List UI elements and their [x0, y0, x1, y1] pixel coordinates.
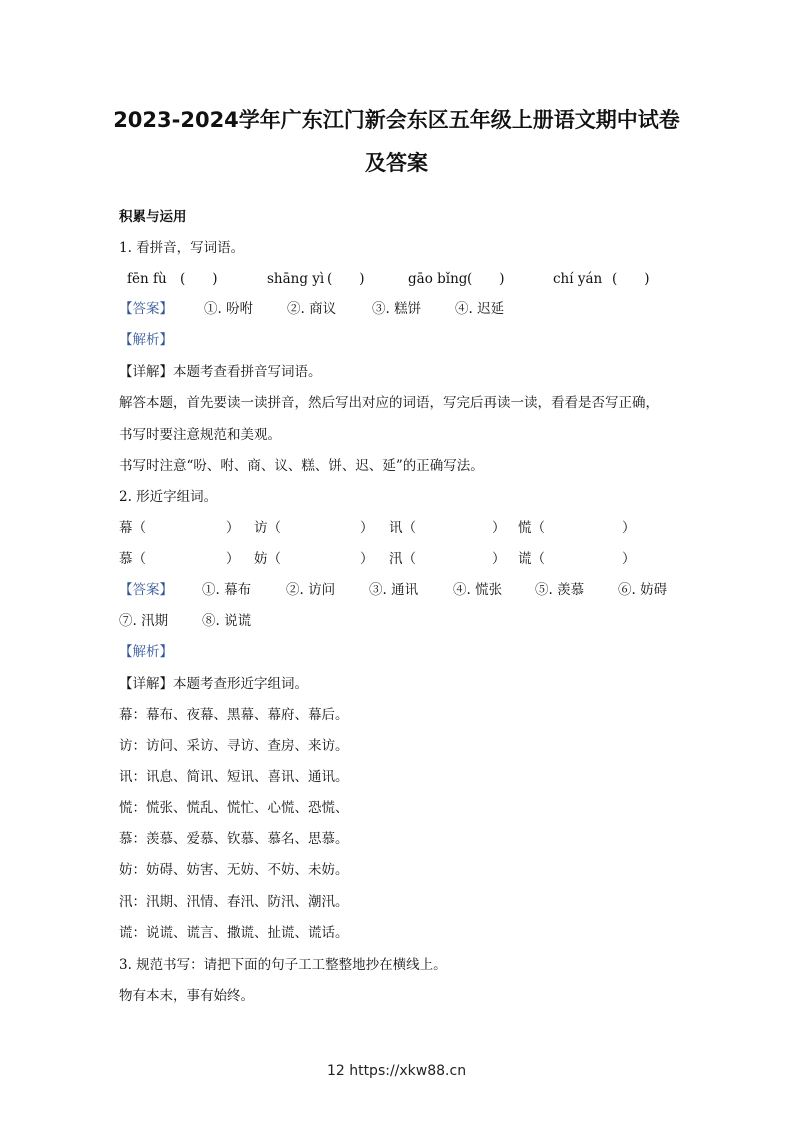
char-cell-close: ） — [492, 551, 506, 567]
word-group: 慕：羡慕、爱慕、钦慕、慕名、思慕。 — [119, 831, 349, 847]
pinyin-3: gāo bǐng — [408, 271, 468, 287]
explanation-line: 书写时注意“吩、咐、商、议、糕、饼、迟、延”的正确写法。 — [119, 458, 484, 474]
question-1-prompt: 1. 看拼音，写词语。 — [119, 240, 245, 256]
pinyin-1: fēn fù — [127, 271, 167, 287]
blank-3: ( ) — [467, 271, 505, 287]
char-cell: 慌（ — [518, 520, 545, 536]
question-2-prompt: 2. 形近字组词。 — [119, 489, 218, 505]
char-cell: 幕（ — [119, 520, 146, 536]
char-cell-close: ） — [622, 520, 636, 536]
answer-item: ②. 访问 — [286, 582, 336, 598]
detail-line: 【详解】本题考查看拼音写词语。 — [119, 364, 322, 380]
char-cell: 讯（ — [389, 520, 416, 536]
page-footer: 12 https://xkw88.cn — [326, 1063, 467, 1079]
answer-item: ③. 糕饼 — [372, 301, 422, 317]
question-3-prompt: 3. 规范书写：请把下面的句子工工整整地抄在横线上。 — [119, 957, 447, 973]
answer-item: ④. 慌张 — [453, 582, 503, 598]
char-cell-close: ） — [360, 551, 374, 567]
answer-item: ⑥. 妨碍 — [618, 582, 668, 598]
answer-item: ⑦. 汛期 — [119, 613, 169, 629]
explanation-line: 解答本题，首先要读一读拼音，然后写出对应的词语，写完后再读一读，看看是否写正确， — [119, 395, 659, 411]
analysis-label: 【解析】 — [119, 644, 173, 660]
word-group: 慌：慌张、慌乱、慌忙、心慌、恐慌、 — [119, 800, 349, 816]
word-group: 访：访问、采访、寻访、查房、来访。 — [119, 738, 349, 754]
char-cell-close: ） — [360, 520, 374, 536]
answer-item: ⑤. 羡慕 — [535, 582, 585, 598]
answer-item: ①. 吩咐 — [204, 301, 254, 317]
word-group: 讯：讯息、简讯、短讯、喜讯、通讯。 — [119, 769, 349, 785]
blank-4: ( ) — [612, 271, 650, 287]
page-title-continued: 及答案 — [365, 151, 428, 175]
detail-line: 【详解】本题考查形近字组词。 — [119, 676, 308, 692]
blank-2: ( ) — [327, 271, 365, 287]
blank-1: ( ) — [180, 271, 218, 287]
answer-item: ④. 迟延 — [455, 301, 505, 317]
char-cell-close: ） — [622, 551, 636, 567]
analysis-label: 【解析】 — [119, 332, 173, 348]
char-cell-close: ） — [226, 551, 240, 567]
char-cell: 妨（ — [254, 551, 281, 567]
char-cell: 访（ — [254, 520, 281, 536]
explanation-line: 书写时要注意规范和美观。 — [119, 427, 281, 443]
pinyin-4: chí yán — [553, 271, 603, 287]
word-group: 谎：说谎、谎言、撒谎、扯谎、谎话。 — [119, 925, 349, 941]
answer-item: ③. 通讯 — [369, 582, 419, 598]
answer-item: ①. 幕布 — [202, 582, 252, 598]
answer-item: ⑧. 说谎 — [202, 613, 252, 629]
char-cell: 谎（ — [518, 551, 545, 567]
char-cell: 汛（ — [389, 551, 416, 567]
answer-item: ②. 商议 — [287, 301, 337, 317]
answer-label: 【答案】 — [119, 582, 173, 598]
page-title: 2023-2024学年广东江门新会东区五年级上册语文期中试卷 — [113, 108, 680, 132]
pinyin-2: shāng yì — [267, 271, 325, 287]
word-group: 幕：幕布、夜幕、黑幕、幕府、幕后。 — [119, 707, 349, 723]
word-group: 妨：妨碍、妨害、无妨、不妨、未妨。 — [119, 862, 349, 878]
char-cell-close: ） — [492, 520, 506, 536]
section-heading: 积累与运用 — [119, 209, 187, 225]
char-cell: 慕（ — [119, 551, 146, 567]
copy-sentence: 物有本末，事有始终。 — [119, 988, 254, 1004]
char-cell-close: ） — [226, 520, 240, 536]
answer-label: 【答案】 — [119, 301, 173, 317]
word-group: 汛：汛期、汛情、春汛、防汛、潮汛。 — [119, 894, 349, 910]
